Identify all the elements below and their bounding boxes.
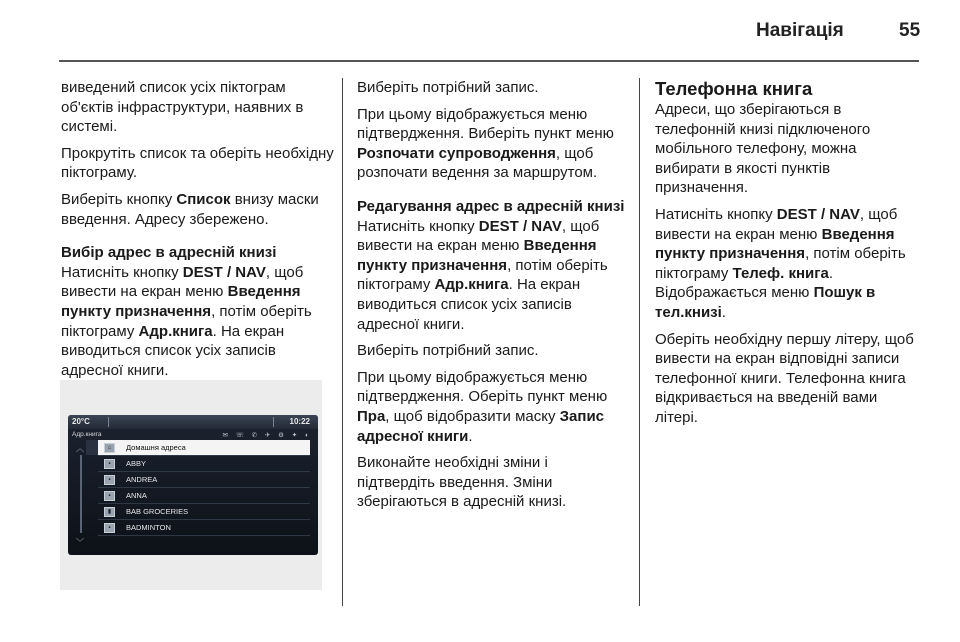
- ui-term: DEST / NAV: [478, 217, 562, 235]
- ui-term: Пошук в тел.книзі: [655, 284, 876, 321]
- ui-term: Адр.книга: [434, 276, 509, 294]
- list-item[interactable]: [98, 456, 310, 472]
- column-left: [61, 78, 336, 387]
- shop-icon: ▮: [104, 507, 115, 517]
- infotainment-screen: [68, 415, 318, 555]
- paragraph: Вибір адрес в адресній книзі Натисніть кнопку DEST / NAV, щоб вивести на екран меню Введення пункту призначення, потім оберіть піктограму Адр.книга. На екран виводиться список усіх записів адресної книги.: [61, 243, 336, 380]
- page-title: Навігація: [756, 20, 844, 41]
- list-item-label: ANDREA: [126, 475, 158, 484]
- contact-icon: ▪: [104, 459, 115, 469]
- list-item[interactable]: [98, 504, 310, 520]
- column-right: [655, 78, 923, 435]
- column-divider: [639, 78, 640, 606]
- column-middle: [357, 78, 629, 519]
- ui-term: Запис адресної книги: [357, 407, 605, 445]
- paragraph: Натисніть кнопку DEST / NAV, щоб вивести на екран меню Введення пункту призначення, потім оберіть піктограму Телеф. книга. Відображається меню Пошук в тел.книзі.: [655, 205, 906, 321]
- contact-icon: ▪: [104, 475, 115, 485]
- section-heading: Редагування адрес в адресній книзі: [357, 197, 625, 215]
- ui-term: DEST / NAV: [182, 263, 266, 281]
- paragraph: Виберіть кнопку Список внизу маски введення. Адресу збережено.: [61, 190, 319, 228]
- chevron-up-icon[interactable]: ︿: [76, 444, 84, 453]
- clock-readout: 10:22: [289, 417, 310, 426]
- status-divider: [273, 417, 274, 427]
- ui-term: Телеф. книга: [732, 264, 829, 282]
- ui-term: DEST / NAV: [776, 205, 860, 223]
- paragraph: Редагування адрес в адресній книзі Натисніть кнопку DEST / NAV, щоб вивести на екран меню Введення пункту призначення, потім оберіть піктограму Адр.книга. На екран виводиться список усіх записів адресної книги.: [357, 197, 629, 334]
- column-divider: [342, 78, 343, 606]
- ui-term: Адр.книга: [138, 322, 213, 340]
- paragraph: Прокрутіть список та оберіть необхідну піктограму.: [61, 144, 334, 182]
- contact-icon: ▪: [104, 491, 115, 501]
- status-divider: [108, 417, 109, 427]
- home-icon: ⌂: [104, 443, 115, 453]
- list-item[interactable]: [98, 488, 310, 504]
- list-item[interactable]: [98, 520, 310, 536]
- paragraph: виведений список усіх піктограм об'єктів інфраструктури, наявних в системі.: [61, 79, 304, 136]
- header-divider: [59, 60, 919, 62]
- chevron-down-icon[interactable]: ﹀: [76, 538, 84, 547]
- paragraph: Телефонна книга Адреси, що зберігаються в телефонній книзі підключеного мобільного телефону, можна вибирати в якості пунктів призначення.: [655, 78, 923, 198]
- ui-term: Пра: [357, 407, 386, 425]
- ui-term: Введення пункту призначення: [61, 283, 301, 320]
- scrollbar-track[interactable]: [80, 455, 82, 533]
- paragraph: Виконайте необхідні зміни і підтвердіть введення. Зміни зберігаються в адресній книзі.: [357, 454, 567, 511]
- ui-term: Розпочати супроводження: [357, 144, 556, 162]
- screen-title: Адр.книга: [72, 431, 102, 438]
- contact-icon: ▪: [104, 523, 115, 533]
- paragraph: Оберіть необхідну першу літеру, щоб вивести на екран відповідні записи телефонної книги. Телефонна книга відкривається на введеній вами літері.: [655, 330, 914, 426]
- list-item[interactable]: [98, 472, 310, 488]
- page-number: 55: [899, 20, 921, 41]
- list-item-label: BADMINTON: [126, 523, 171, 532]
- address-list: [98, 440, 310, 536]
- paragraph: При цьому відображується меню підтвердження. Виберіть пункт меню Розпочати супроводження, щоб розпочати ведення за маршрутом.: [357, 105, 614, 182]
- figure-address-book-screen: [60, 380, 322, 590]
- status-bar: [68, 415, 318, 429]
- list-item-label: BAB GROCERIES: [126, 507, 189, 516]
- list-item-label: Домашня адреса: [126, 443, 186, 452]
- list-item[interactable]: [98, 440, 310, 456]
- list-item-label: ANNA: [126, 491, 147, 500]
- ui-term: Список: [176, 190, 231, 208]
- section-heading: Вибір адрес в адресній книзі: [61, 244, 277, 262]
- section-heading: Телефонна книга: [655, 78, 813, 99]
- list-item-label: ABBY: [126, 459, 147, 468]
- temperature-readout: 20°C: [72, 417, 90, 426]
- status-icons: ✉ ☏ ✆ ✈ ⚙ ✦ ◐: [222, 432, 312, 439]
- paragraph: При цьому відображується меню підтвердження. Оберіть пункт меню Пра, щоб відобразити маску Запис адресної книги.: [357, 368, 608, 445]
- ui-term: Введення пункту призначення: [357, 237, 597, 274]
- paragraph: Виберіть потрібний запис.: [357, 342, 539, 360]
- paragraph: Виберіть потрібний запис.: [357, 79, 539, 96]
- ui-term: Введення пункту призначення: [655, 225, 895, 263]
